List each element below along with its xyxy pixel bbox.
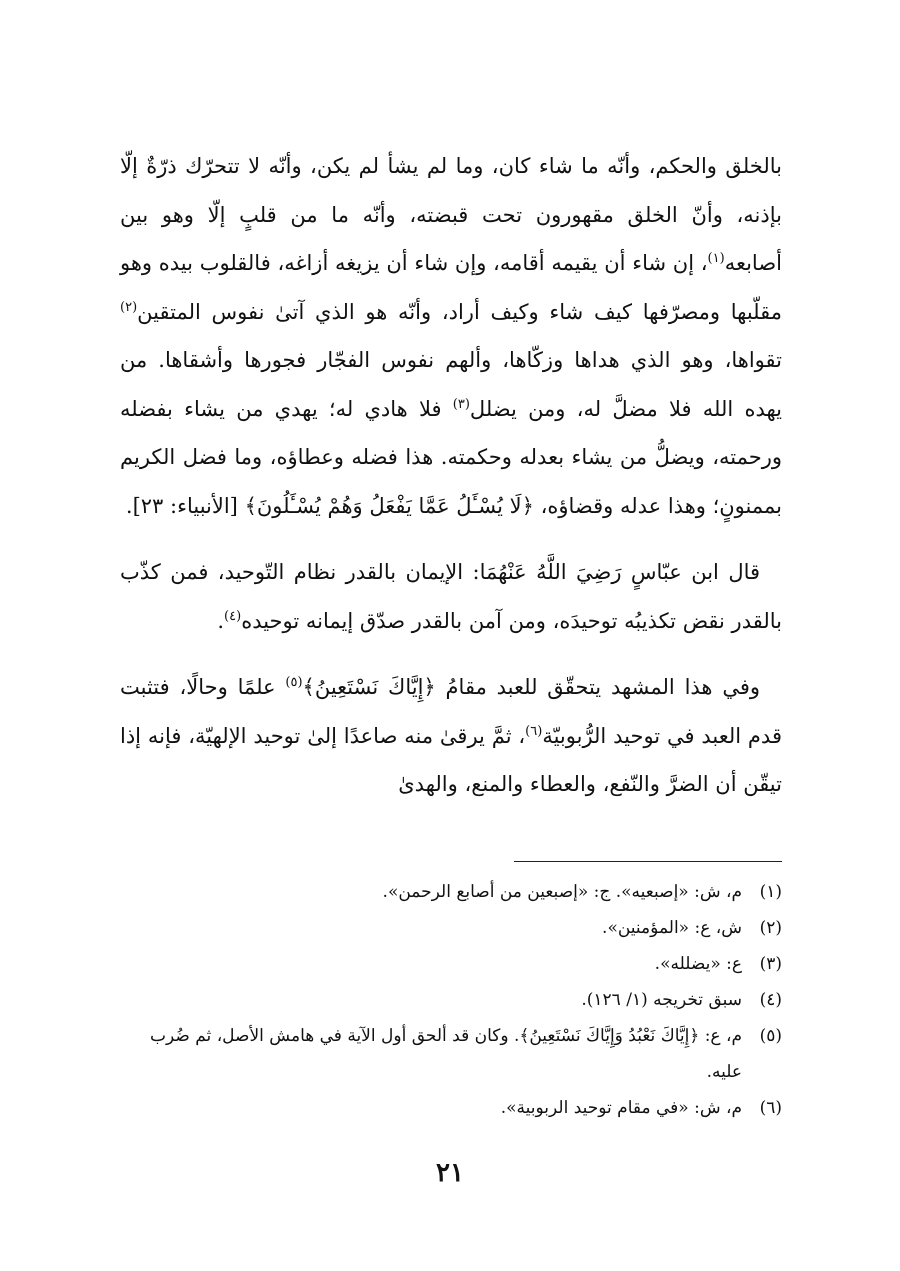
footnote-marker: (٦) xyxy=(525,723,543,739)
footnote-marker: (٤) xyxy=(224,608,242,624)
footnote-item xyxy=(118,946,782,982)
footnote-marker: (١) xyxy=(707,251,725,266)
footnote-item xyxy=(118,874,782,910)
footnote-item xyxy=(118,1090,782,1126)
text-segment: وفي هذا المشهد يتحقّق للعبد مقامُ xyxy=(435,675,761,699)
text-segment: بالخلق والحكم، وأنّه ما شاء كان، وما لم يشأ لم يكن، وأنّه لا تتحرّك ذرّةٌ إلّا بإذنه، وأنّ الخلق مقهورون تحت قبضته، وأنّه ما من قلبٍ إلّا وهو بين أصابعه xyxy=(120,154,782,275)
footnote-number: (٣) xyxy=(759,954,782,974)
footnote-item xyxy=(118,1018,782,1090)
footnote-number: (٥) xyxy=(759,1026,782,1046)
footnote-text: م، ش: «إصبعيه». ج: «إصبعين من أصابع الرحمن». xyxy=(382,882,742,902)
footnote-text: ع: «يضلله». xyxy=(654,954,742,974)
footnotes-section xyxy=(118,874,782,1126)
footnote-marker: (٢) xyxy=(120,299,138,315)
main-text xyxy=(120,142,782,809)
quran-quote: ﴿لَا يُسْـَٔلُ عَمَّا يَفْعَلُ وَهُمْ يُسْـَٔلُونَ﴾ xyxy=(244,493,534,518)
footnote-text: م، ع: ﴿إِيَّاكَ نَعْبُدُ وَإِيَّاكَ نَسْتَعِينُ﴾. وكان قد ألحق أول الآية في هامش الأصل، ثم ضُرب عليه. xyxy=(150,1026,742,1082)
footnote-number: (٦) xyxy=(759,1098,782,1118)
text-segment: ، إن شاء أن يقيمه أقامه، وإن شاء أن يزيغه أزاغه، فالقلوب بيده وهو مقلّبها ومصرّفها كيف شاء وكيف أراد، وأنّه هو الذي آتىٰ نفوس المتقين xyxy=(120,251,782,324)
text-segment: [الأنبياء: ٢٣]. xyxy=(125,493,245,518)
text-segment: ، ثمَّ يرقىٰ منه صاعدًا إلىٰ توحيد الإلهيّة، فإنه إذا تيقّن أن الضرَّ والنّفع، والعطاء والمنع، والهدىٰ xyxy=(120,723,782,796)
paragraph xyxy=(120,663,782,809)
footnote-item xyxy=(118,982,782,1018)
footnote-text: م، ش: «في مقام توحيد الربوبية». xyxy=(500,1098,742,1118)
text-segment: فلا هادي له؛ يهدي من يشاء بفضله ورحمته، ويضلُّ من يشاء بعدله وحكمته. هذا فضله وعطاؤه، وما فضل الكريم بممنونٍ؛ وهذا عدله وقضاؤه، xyxy=(120,396,783,518)
text-segment: قال ابن عبّاسٍ xyxy=(621,560,761,584)
text-segment: : الإيمان بالقدر نظام التّوحيد، فمن كذّب بالقدر نقض تكذيبُه توحيدَه، ومن آمن بالقدر صدّق إيمانه توحيده xyxy=(120,560,782,633)
footnote-separator xyxy=(514,861,782,862)
footnote-number: (٤) xyxy=(759,990,782,1010)
footnote-text: سبق تخريجه (١/ ١٢٦). xyxy=(581,990,742,1010)
text-segment: علمًا وحالًا، فتثبت قدم العبد في توحيد الرُّبوبيّة xyxy=(120,675,782,748)
footnote-item xyxy=(118,910,782,946)
footnote-number: (١) xyxy=(759,882,782,902)
page-number: ٢١ xyxy=(436,1158,464,1188)
text-segment: تقواها، وهو الذي هداها وزكّاها، وألهم نفوس الفجّار فجورها وأشقاها. من يهده الله فلا مضلَّ له، ومن يضلل xyxy=(120,348,782,421)
footnote-text: ش، ع: «المؤمنين». xyxy=(602,918,742,938)
paragraph xyxy=(120,142,782,530)
quran-quote: رَضِيَ اللَّهُ عَنْهُمَا xyxy=(479,560,622,584)
quran-quote: ﴿إِيَّاكَ نَسْتَعِينُ﴾ xyxy=(302,675,436,699)
paragraph xyxy=(120,548,782,645)
footnote-marker: (٣) xyxy=(452,396,470,412)
text-segment: . xyxy=(217,608,225,633)
footnote-number: (٢) xyxy=(759,918,782,938)
footnote-marker: (٥) xyxy=(285,675,303,690)
